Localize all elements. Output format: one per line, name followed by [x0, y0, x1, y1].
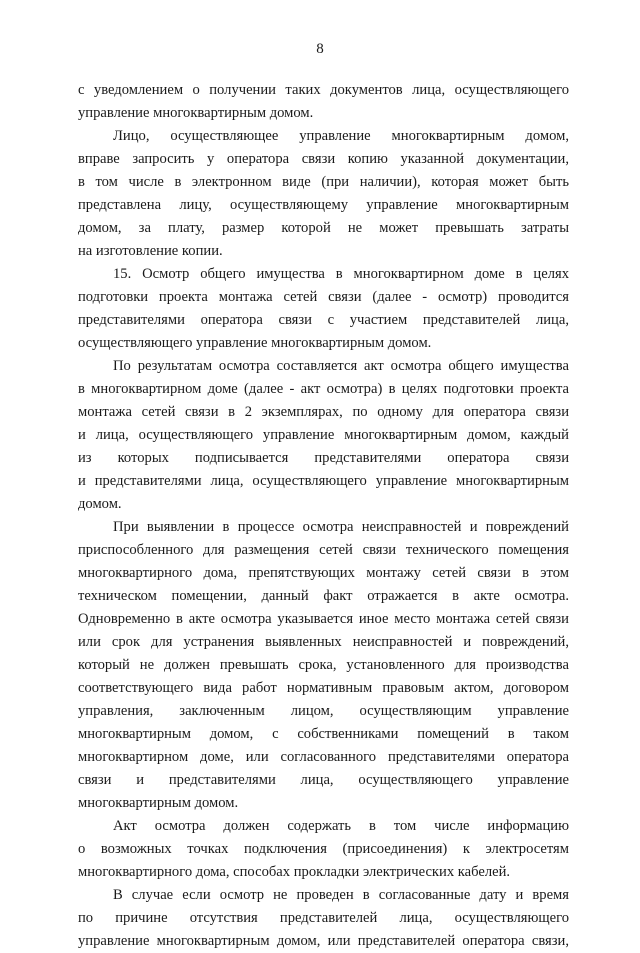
text-line: управление многоквартирным домом. [78, 105, 314, 121]
text-line: или срок для устранения выявленных неисправностей и повреждений, [78, 634, 569, 650]
text-line: представителями оператора связи с участием представителей лица, [78, 312, 569, 328]
text-line: многоквартирном доме, или согласованного представителями оператора [78, 749, 569, 765]
paragraph-first-line: При выявлении в процессе осмотра неисправностей и повреждений [113, 519, 569, 535]
paragraph-first-line: Акт осмотра должен содержать в том числе информацию [113, 818, 569, 834]
text-line: подготовки проекта монтажа сетей связи (далее - осмотр) проводится [78, 289, 569, 305]
paragraph-first-line: По результатам осмотра составляется акт осмотра общего имущества [113, 358, 569, 374]
text-line: соответствующего вида работ нормативным правовым актом, договором [78, 680, 569, 696]
text-line: с уведомлением о получении таких документов лица, осуществляющего [78, 82, 569, 98]
text-line: домом. [78, 496, 122, 512]
text-line: многоквартирным домом, с собственниками помещений в таком [78, 726, 569, 742]
text-line: приспособленного для размещения сетей связи технического помещения [78, 542, 569, 558]
text-line: Одновременно в акте осмотра указывается иное место монтажа сетей связи [78, 611, 569, 627]
text-line: и лица, осуществляющего управление многоквартирным домом, каждый [78, 427, 569, 443]
text-line: техническом помещении, данный факт отражается в акте осмотра. [78, 588, 569, 604]
page-number: 8 [316, 41, 324, 57]
text-line: управления, заключенным лицом, осуществляющим управление [78, 703, 569, 719]
paragraph-first-line: В случае если осмотр не проведен в согласованные дату и время [113, 887, 569, 903]
text-line: о возможных точках подключения (присоединения) к электросетям [78, 841, 569, 857]
text-line: представлена лицу, осуществляющему управление многоквартирным [78, 197, 569, 213]
text-line: монтажа сетей связи в 2 экземплярах, по одному для оператора связи [78, 404, 569, 420]
text-line: домом, за плату, размер которой не может превышать затраты [78, 220, 569, 236]
text-line: многоквартирным домом. [78, 795, 239, 811]
text-line: вправе запросить у оператора связи копию указанной документации, [78, 151, 569, 167]
text-line: осуществляющего управление многоквартирным домом. [78, 335, 432, 351]
text-line: в многоквартирном доме (далее - акт осмотра) в целях подготовки проекта [78, 381, 569, 397]
document-body [78, 79, 569, 953]
text-line: многоквартирного дома, препятствующих монтажу сетей связи в этом [78, 565, 569, 581]
text-line: из которых подписывается представителями оператора связи [78, 450, 569, 466]
text-line: связи и представителями лица, осуществляющего управление [78, 772, 569, 788]
text-line: управление многоквартирным домом, или представителей оператора связи, [78, 933, 569, 949]
paragraph-first-line: Лицо, осуществляющее управление многоквартирным домом, [113, 128, 569, 144]
text-line: в том числе в электронном виде (при наличии), которая может быть [78, 174, 569, 190]
text-line: многоквартирного дома, способах прокладки электрических кабелей. [78, 864, 511, 880]
text-line: и представителями лица, осуществляющего управление многоквартирным [78, 473, 569, 489]
text-line: который не должен превышать срока, установленного для производства [78, 657, 569, 673]
text-line: по причине отсутствия представителей лица, осуществляющего [78, 910, 569, 926]
text-line: на изготовление копии. [78, 243, 223, 259]
paragraph-first-line: 15. Осмотр общего имущества в многоквартирном доме в целях [113, 266, 569, 282]
